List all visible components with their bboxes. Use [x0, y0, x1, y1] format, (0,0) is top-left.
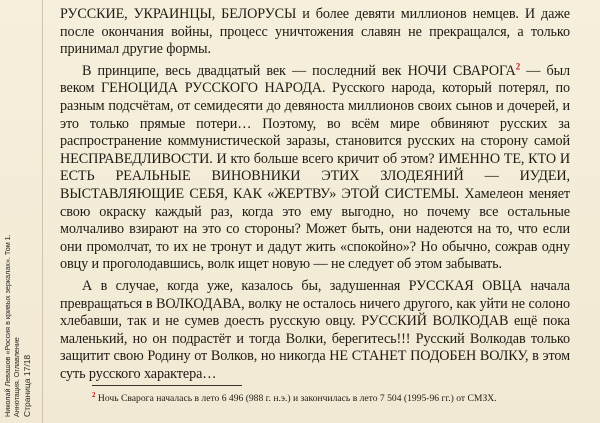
paragraph-3: А в случае, когда уже, казалось бы, задушенная РУССКАЯ ОВЦА начала превращаться в ВОЛКОДАВА, волку не осталось ничего другого, как уйти не солоно хлебавши, так и не сумев доесть русскую овцу. РУССКИЙ ВОЛКОДАВ ещё пока маленький, но он подрастёт и тогда Волки, берегитесь!!! Русский Волкодав только защитит свою Родину от Волков, но никогда НЕ СТАНЕТ ПОДОБЕН ВОЛКУ, в этом суть русского характера… [60, 277, 570, 382]
book-title [3, 234, 21, 417]
footnote-divider [92, 385, 242, 386]
paragraph-2 [60, 63, 570, 274]
body-text [60, 6, 570, 383]
footnote-marker: 2 [92, 390, 96, 399]
page-number: Страница 17/18 [22, 354, 32, 417]
paragraph-1: РУССКИЕ, УКРАИНЦЫ, БЕЛОРУСЫ и более девяти миллионов немцев. И даже после окончания войны, процесс уничтожения славян не прекращался, а только принимал другие формы. [60, 6, 570, 58]
book-title-line-2: Аннотация. Оглавление [12, 337, 21, 417]
footnote-ref[interactable]: 2 [515, 61, 521, 72]
paragraph-2-rest: — был веком ГЕНОЦИДА РУССКОГО НАРОДА. Русского народа, который потерял, по разным подсчётам, от семидесяти до девяноста миллионов своих сынов и дочерей, и это только прямые потери… Поэтому, во всём мире обвиняют русских за распространение коммунистической заразы, становится русских на сторону самой НЕСПРАВЕДЛИВОСТИ. И кто больше всего кричит об этом? ИМЕННО ТЕ, КТО И ЕСТЬ РЕАЛЬНЫЕ ВИНОВНИКИ ЭТИХ ЗЛОДЕЯНИЙ — ИУДЕИ, ВЫСТАВЛЯЮЩИЕ СЕБЯ, КАК «ЖЕРТВУ» ЭТОЙ СИСТЕМЫ. Хамелеон меняет свою окраску каждый раз, когда это ему выгодно, но почему все остальные молчаливо взирают на это со стороны? Может быть, они надеются на то, что если они промолчат, то их не тронут и дадут жить «спокойно»? Но обычно, сожрав одну овцу и проголодавшись, волк ищет новую — не следует об этом забывать. [60, 62, 570, 273]
paragraph-2-start: В принципе, весь двадцатый век — последний век НОЧИ СВАРОГА [82, 62, 516, 79]
footnote-text: Ночь Сварога началась в лето 6 496 (988 г. н.э.) и закончилась в лето 7 504 (1995-96 гг.) от СМЗХ. [95, 393, 497, 404]
sidebar [0, 0, 43, 423]
book-title-line-1: Николай Левашов «Россия в кривых зеркалах». Том 1. [3, 234, 12, 417]
footnote [92, 390, 572, 405]
